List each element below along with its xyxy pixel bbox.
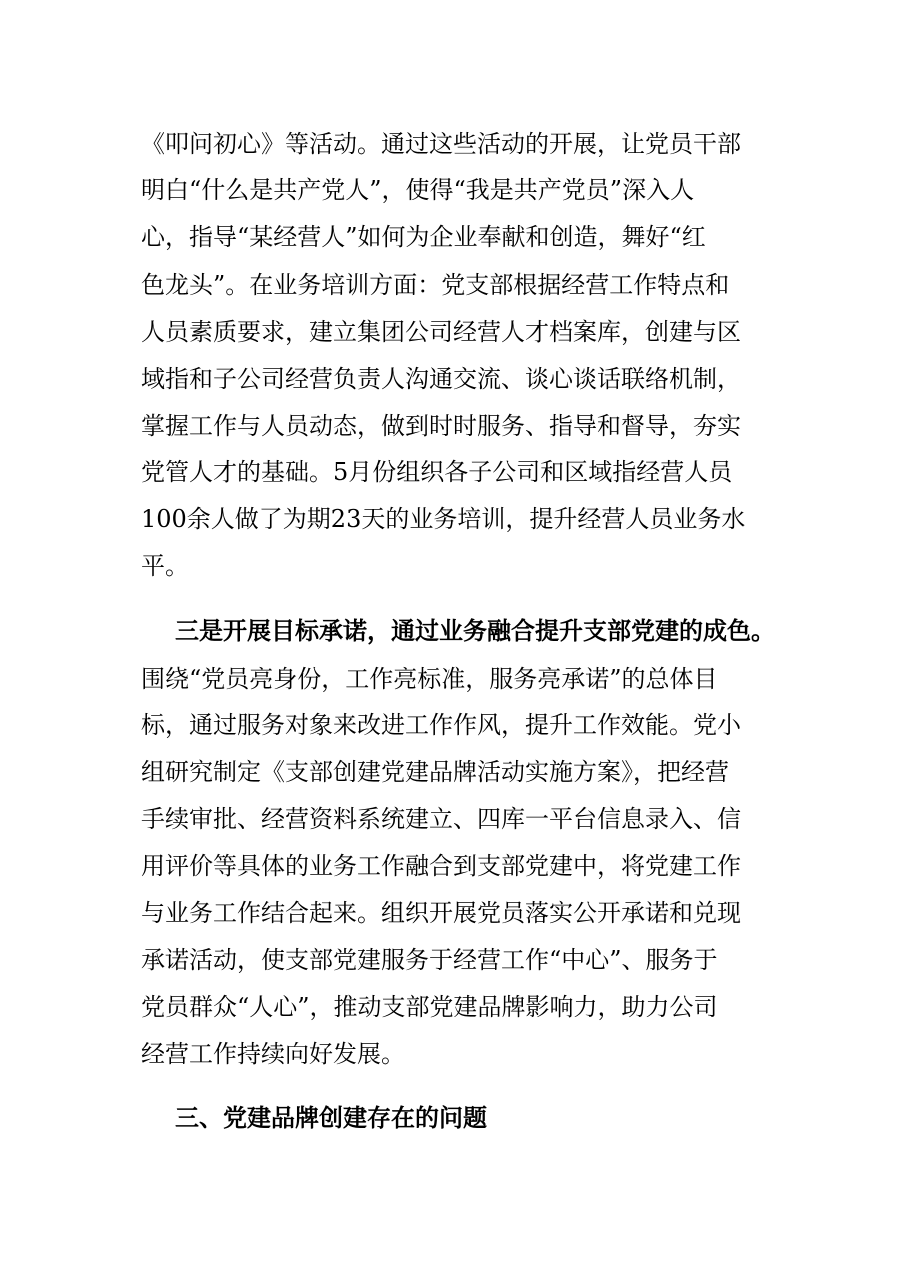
text-line: 人员素质要求，建立集团公司经营人才档案库，创建与区: [141, 318, 741, 346]
text-line: 《叩问初心》等活动。通过这些活动的开展，让党员干部: [141, 130, 741, 158]
text-line: 100余人做了为期23天的业务培训，提升经营人员业务水: [141, 505, 746, 533]
text-line: 党管人才的基础。5月份组织各子公司和区域指经营人员: [141, 458, 733, 486]
text-line: 承诺活动，使支部党建服务于经营工作“中心”、服务于: [141, 946, 718, 974]
section-heading: 三是开展目标承诺，通过业务融合提升支部党建的成色。: [175, 617, 775, 645]
text-line: 经营工作持续向好发展。: [141, 1040, 405, 1068]
text-line: 与业务工作结合起来。组织开展党员落实公开承诺和兑现: [141, 899, 741, 927]
text-line: 平。: [141, 552, 189, 580]
text-line: 组研究制定《支部创建党建品牌活动实施方案》，把经营: [141, 758, 729, 786]
text-line: 明白“什么是共产党人”，使得“我是共产党员”深入人: [141, 176, 695, 204]
text-line: 色龙头”。在业务培训方面：党支部根据经营工作特点和: [141, 271, 730, 299]
text-line: 围绕“党员亮身份，工作亮标准，服务亮承诺”的总体目: [141, 665, 718, 693]
chapter-heading: 三、党建品牌创建存在的问题: [175, 1104, 487, 1132]
text-line: 域指和子公司经营负责人沟通交流、谈心谈话联络机制，: [141, 365, 741, 393]
text-line: 手续审批、经营资料系统建立、四库一平台信息录入、信: [141, 805, 741, 833]
text-line: 掌握工作与人员动态，做到时时服务、指导和督导，夯实: [141, 412, 741, 440]
text-line: 标，通过服务对象来改进工作作风，提升工作效能。党小: [141, 711, 741, 739]
text-line: 用评价等具体的业务工作融合到支部党建中，将党建工作: [141, 852, 741, 880]
text-line: 党员群众“人心”，推动支部党建品牌影响力，助力公司: [141, 993, 718, 1021]
text-line: 心，指导“某经营人”如何为企业奉献和创造，舞好“红: [141, 223, 706, 251]
